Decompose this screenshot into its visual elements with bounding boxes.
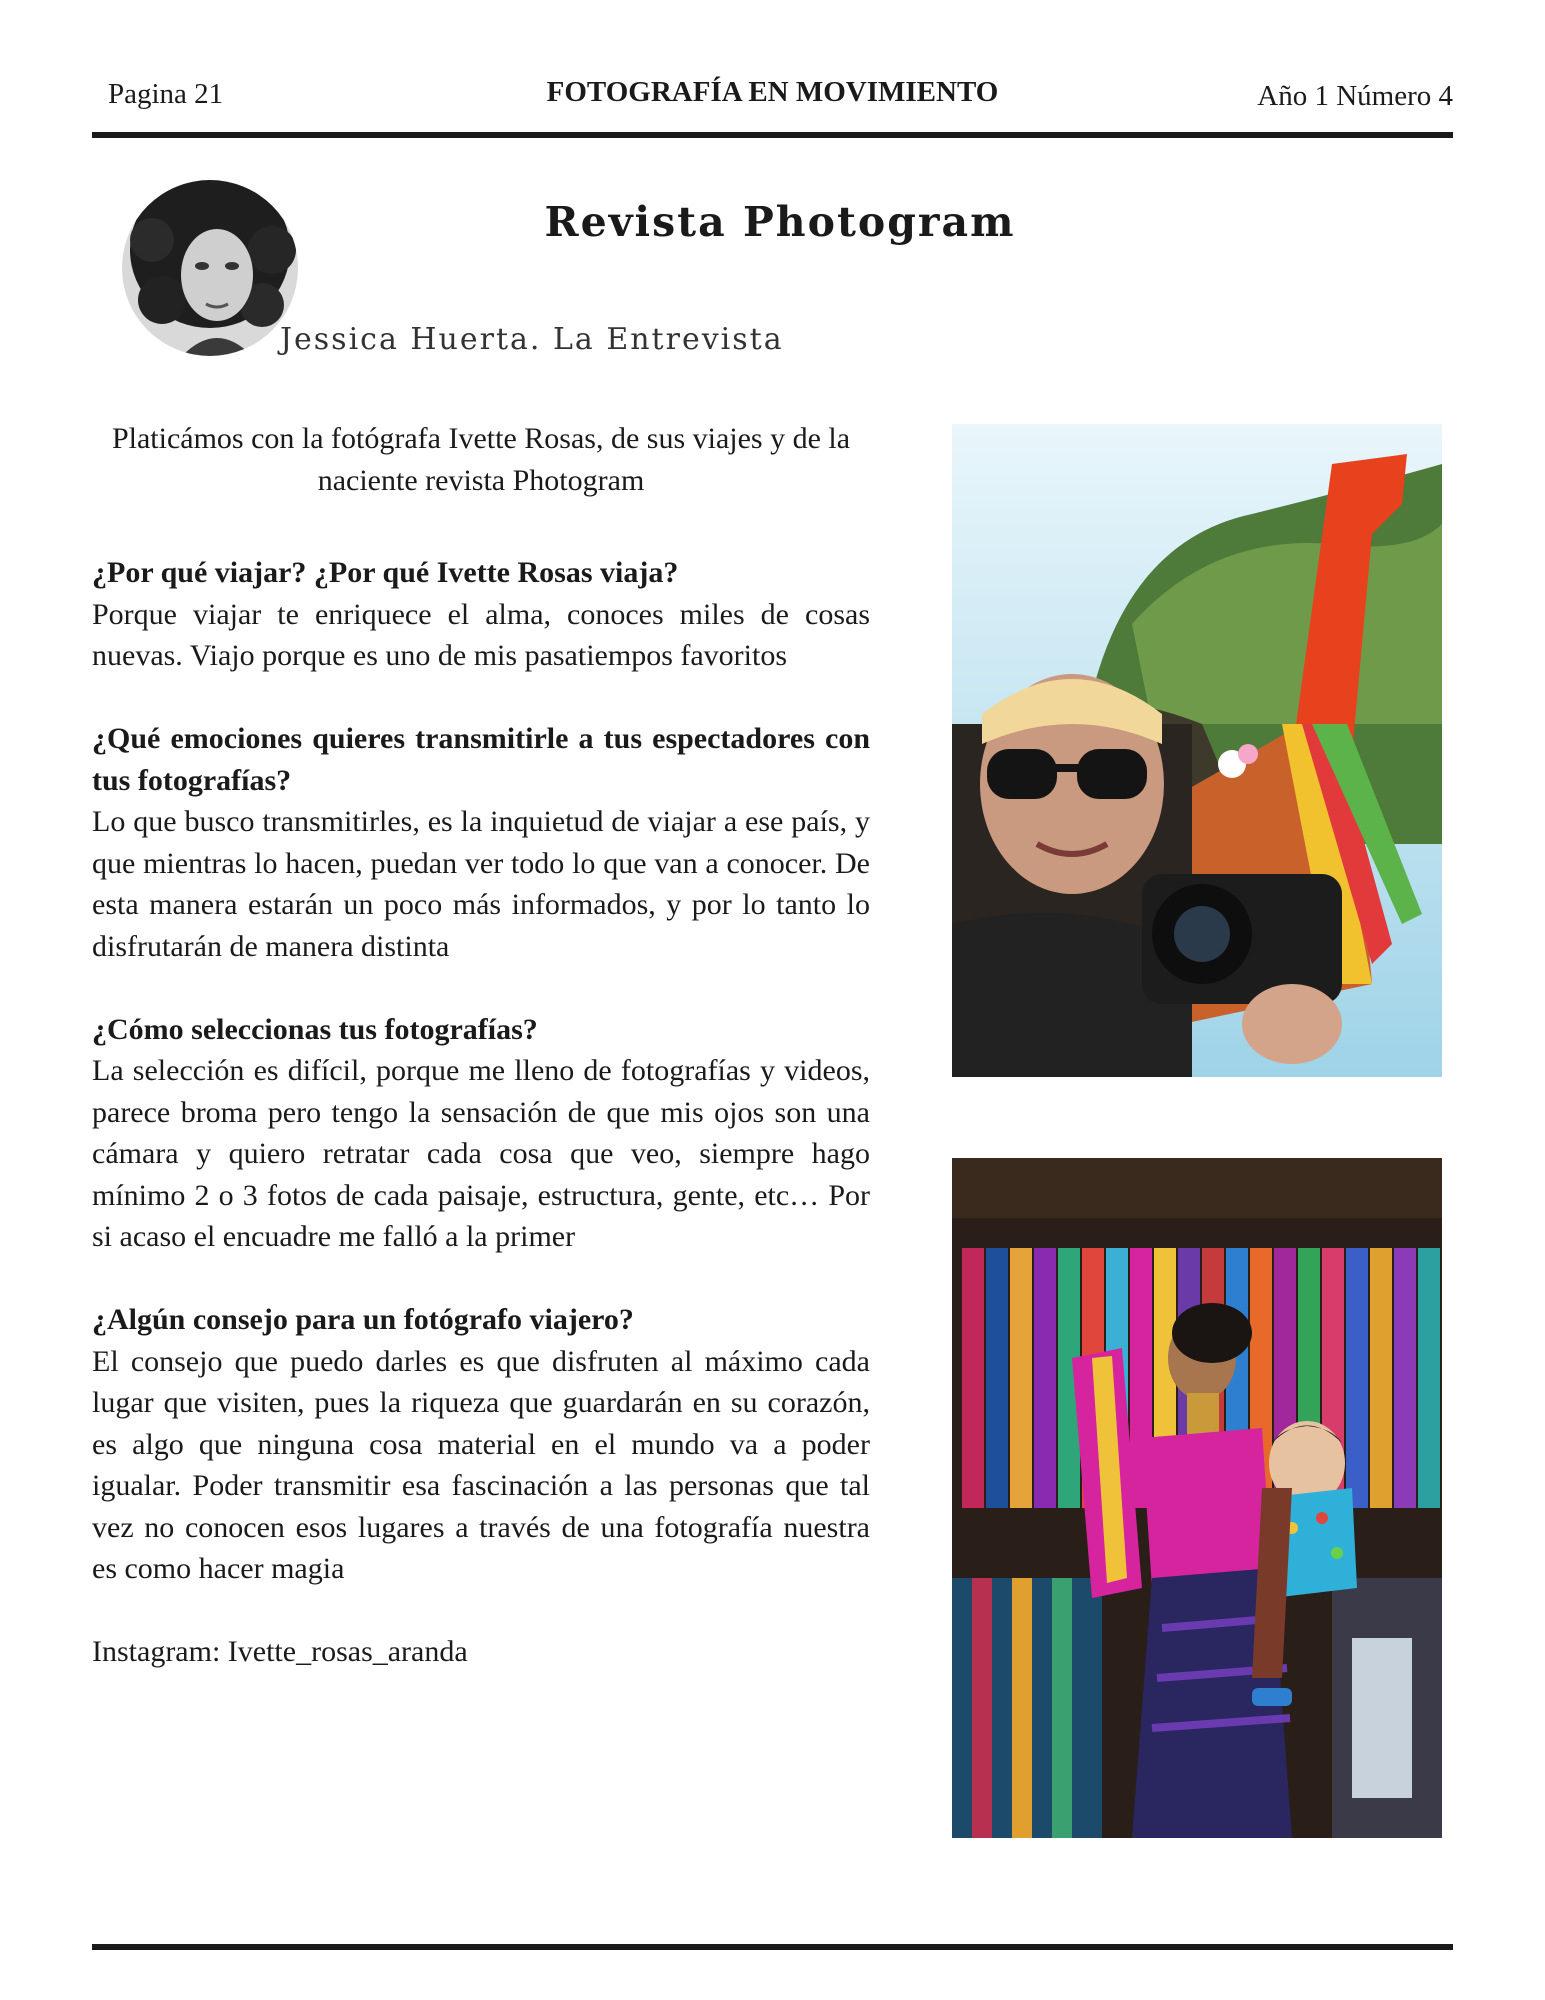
section-title: FOTOGRAFÍA EN MOVIMIENTO — [546, 76, 999, 108]
qa-item — [92, 552, 870, 677]
qa-item — [92, 1009, 870, 1258]
qa-item — [92, 1299, 870, 1590]
author-portrait-icon — [122, 180, 298, 356]
question: ¿Cómo seleccionas tus fotografías? — [92, 1012, 538, 1046]
article-intro: Platicámos con la fotógrafa Ivette Rosas, de sus viajes y de la naciente revista Photogram — [111, 422, 851, 497]
question: ¿Algún consejo para un fotógrafo viajero? — [92, 1303, 634, 1336]
market-scene-icon — [952, 1158, 1442, 1838]
answer: La selección es difícil, porque me lleno de fotografías y videos, parece broma pero tengo la sensación de que mis ojos son una cámara y quiero retratar cada cosa que veo, siempre hago mínimo 2 o 3 fotos de cada paisaje, estructura, gente, etc… Por si acaso el encuadre me falló a la primer — [92, 1054, 870, 1253]
page-number: Pagina 21 — [108, 78, 224, 110]
magazine-title: Revista Photogram — [544, 198, 1016, 246]
footer-rule — [92, 1944, 1453, 1950]
instagram-handle: Instagram: Ivette_rosas_aranda — [92, 1635, 468, 1668]
photo-traveler-boat — [952, 424, 1442, 1077]
answer: Lo que busco transmitirles, es la inquietud de viajar a ese país, y que mientras lo hacen, puedan ver todo lo que van a conocer. De esta manera estarán un poco más informados, y por lo tanto lo disfrutarán de manera distinta — [92, 805, 870, 963]
answer: El consejo que puedo darles es que disfruten al máximo cada lugar que visiten, pues la riqueza que guardarán en su corazón, es algo que ninguna cosa material en el mundo va a poder igualar. Poder transmitir esa fascinación a las personas que tal vez no conocen esos lugares a través de una fotografía nuestra es como hacer magia — [92, 1344, 870, 1585]
byline: Jessica Huerta. La Entrevista — [280, 322, 784, 357]
answer: Porque viajar te enriquece el alma, conoces miles de cosas nuevas. Viajo porque es uno de mis pasatiempos favoritos — [92, 597, 870, 672]
header-rule — [92, 132, 1453, 138]
photo-market-mother — [952, 1158, 1442, 1838]
author-avatar — [122, 180, 298, 356]
question: ¿Qué emociones quieres transmitirle a tus espectadores con tus fotografías? — [92, 722, 870, 797]
issue-number: Año 1 Número 4 — [1257, 80, 1453, 112]
question: ¿Por qué viajar? ¿Por qué Ivette Rosas viaja? — [92, 556, 679, 589]
page-header — [92, 74, 1453, 114]
article-body — [92, 552, 870, 1673]
traveler-selfie-icon — [952, 424, 1442, 1077]
qa-item — [92, 718, 870, 967]
